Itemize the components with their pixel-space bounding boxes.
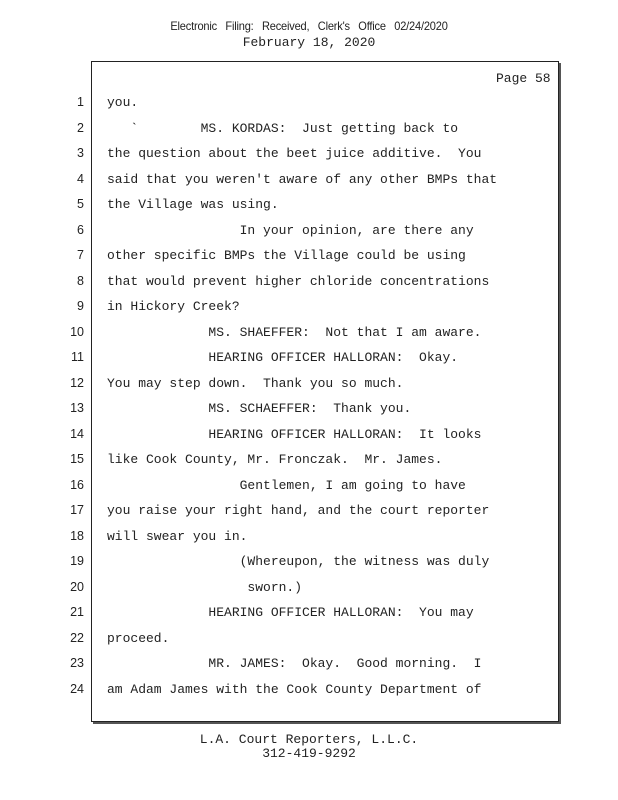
- transcript-line: that would prevent higher chloride concentrations: [107, 273, 490, 289]
- hearing-date: February 18, 2020: [242, 35, 376, 50]
- transcript-line: sworn.): [107, 579, 303, 595]
- transcript-line: Gentlemen, I am going to have: [107, 477, 466, 493]
- transcript-line: am Adam James with the Cook County Department of: [107, 681, 482, 697]
- transcript-line: MR. JAMES: Okay. Good morning. I: [107, 656, 482, 671]
- transcript-line: You may step down. Thank you so much.: [107, 375, 404, 391]
- transcript-line: MS. SHAEFFER: Not that I am aware.: [107, 324, 482, 340]
- transcript-line: HEARING OFFICER HALLORAN: You may: [107, 605, 474, 620]
- page-number: Page 58: [496, 71, 551, 86]
- line-number: 19: [70, 554, 84, 568]
- transcript-line: in Hickory Creek?: [107, 299, 240, 314]
- transcript-line: other specific BMPs the Village could be using: [107, 248, 466, 263]
- line-number: 1: [77, 95, 84, 109]
- line-number: 17: [70, 503, 84, 517]
- transcript-line: (Whereupon, the witness was duly: [107, 554, 490, 569]
- transcript-line: you.: [107, 95, 139, 110]
- transcript-line: proceed.: [107, 630, 170, 646]
- line-number: 2: [77, 120, 84, 135]
- transcript-line: In your opinion, are there any: [107, 222, 474, 238]
- line-number: 16: [70, 477, 84, 492]
- line-number: 13: [70, 401, 84, 415]
- line-number: 3: [77, 146, 84, 160]
- line-number: 14: [70, 426, 84, 441]
- line-number: 5: [77, 197, 84, 211]
- transcript-line: will swear you in.: [107, 528, 248, 544]
- transcript-line: MS. SCHAEFFER: Thank you.: [107, 401, 412, 416]
- line-number: 10: [70, 324, 84, 339]
- transcript-line: like Cook County, Mr. Fronczak. Mr. James.: [107, 452, 443, 467]
- line-number: 12: [70, 375, 84, 390]
- court-reporter-name: L.A. Court Reporters, L.L.C.: [199, 732, 419, 747]
- court-reporter-phone: 312-419-9292: [262, 746, 356, 761]
- line-number: 4: [77, 171, 84, 186]
- filing-stamp: Electronic Filing: Received, Clerk's Office 02/24/2020: [170, 19, 448, 33]
- line-number: 23: [70, 656, 84, 670]
- transcript-line: you raise your right hand, and the court reporter: [107, 503, 490, 518]
- transcript-line: said that you weren't aware of any other BMPs that: [107, 171, 498, 187]
- line-number: 21: [70, 605, 84, 619]
- line-number: 22: [70, 630, 84, 645]
- line-number: 11: [71, 350, 84, 364]
- line-number: 20: [70, 579, 84, 594]
- transcript-line: the Village was using.: [107, 197, 279, 212]
- transcript-line: ` MS. KORDAS: Just getting back to: [107, 120, 459, 136]
- line-number: 15: [70, 452, 84, 466]
- line-number: 8: [77, 273, 84, 288]
- line-number: 6: [77, 222, 84, 237]
- line-number: 18: [70, 528, 84, 543]
- line-number: 24: [70, 681, 84, 696]
- transcript-line: HEARING OFFICER HALLORAN: It looks: [107, 426, 482, 442]
- transcript-line: HEARING OFFICER HALLORAN: Okay.: [107, 350, 459, 365]
- transcript-line: the question about the beet juice additive. You: [107, 146, 482, 161]
- line-number: 9: [77, 299, 84, 313]
- line-number: 7: [77, 248, 84, 262]
